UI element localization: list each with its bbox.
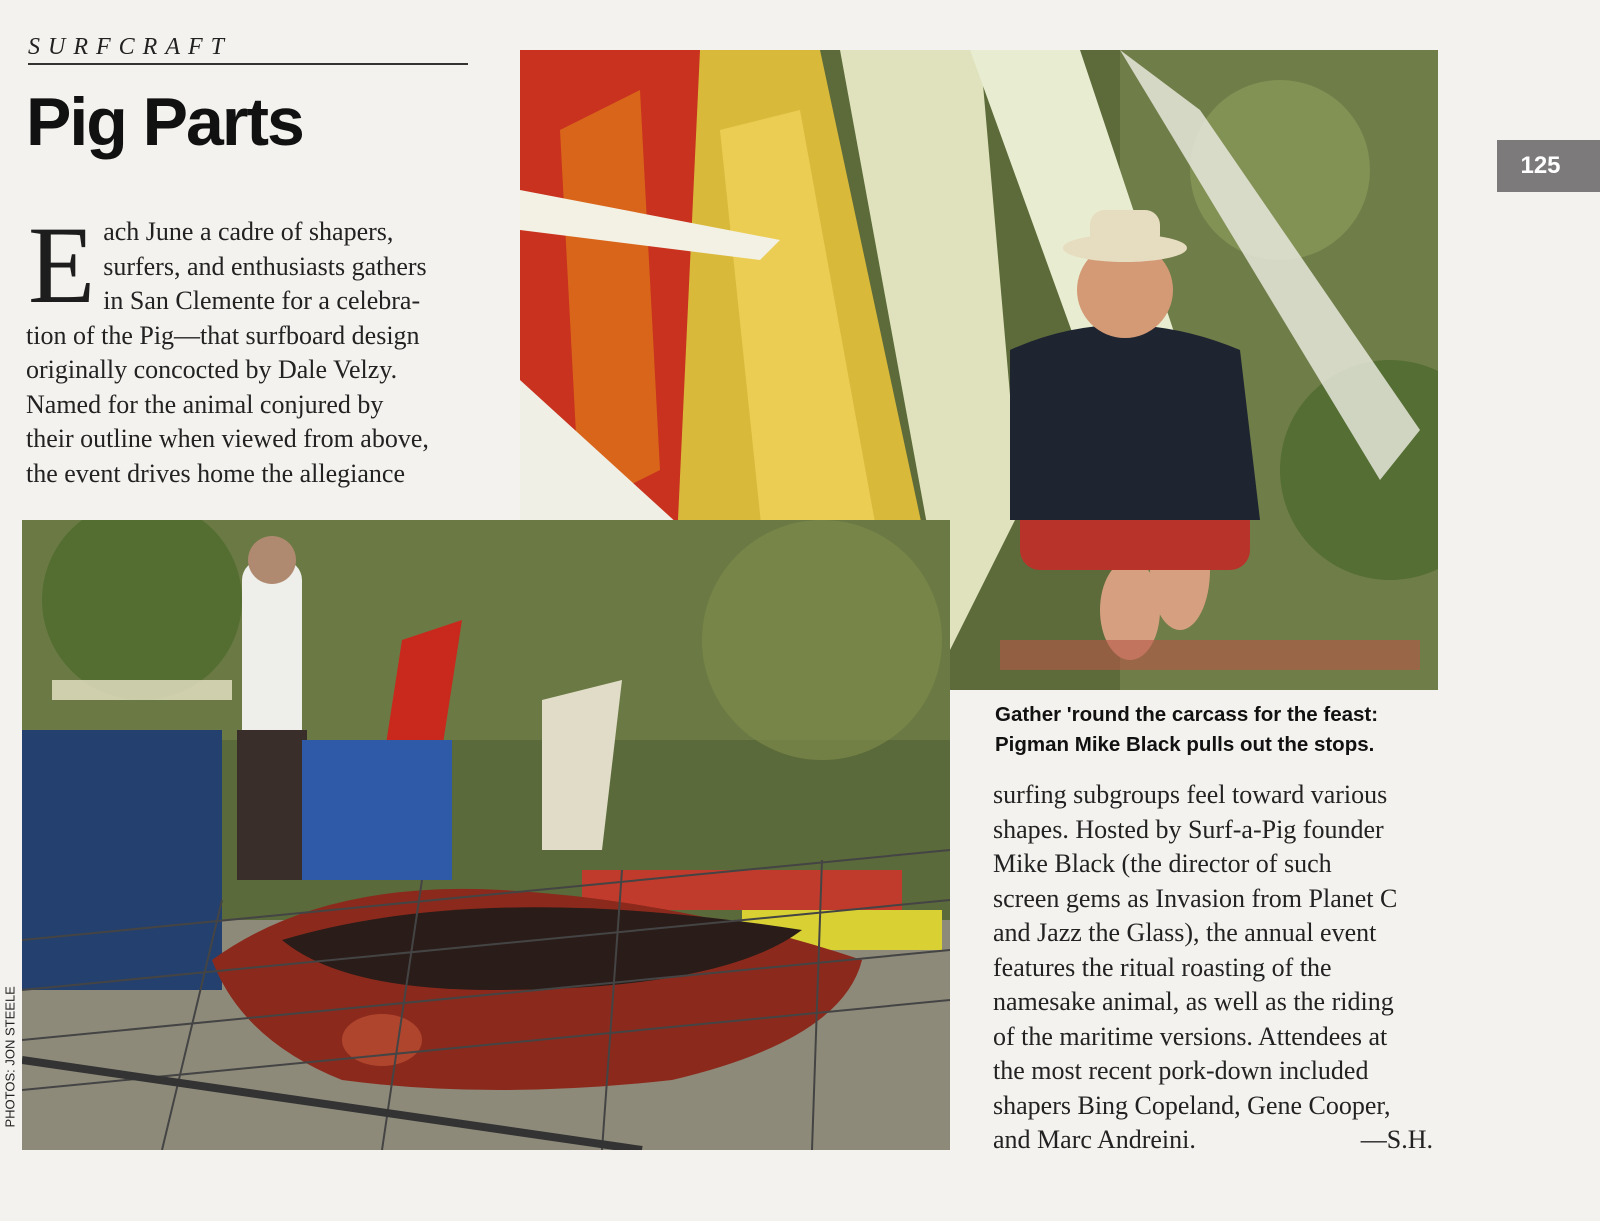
body-line: the most recent pork-down included [993, 1056, 1369, 1085]
pig-roast-photo [22, 520, 950, 1150]
body-line: and Marc Andreini. [993, 1125, 1196, 1154]
caption-line: Gather 'round the carcass for the feast: [995, 703, 1379, 726]
caption-line: Pigman Mike Black pulls out the stops. [995, 733, 1375, 756]
drop-cap: E [28, 204, 96, 326]
body-paragraph [993, 778, 1433, 1158]
intro-line: originally concocted by Dale Velzy. [26, 355, 398, 384]
page-number-tab: 125 [1497, 140, 1600, 192]
body-line-last [993, 1123, 1433, 1158]
intro-line: Named for the animal conjured by [26, 389, 384, 419]
section-label: SURFCRAFT [28, 34, 468, 65]
body-line: features the ritual roasting of the [993, 952, 1332, 982]
headline: Pig Parts [26, 84, 303, 160]
body-line: of the maritime versions. Attendees at [993, 1021, 1388, 1051]
intro-line: surfers, and enthusiasts gathers [103, 251, 427, 281]
photo-caption [995, 700, 1445, 760]
intro-line: their outline when viewed from above, [26, 424, 429, 453]
intro-line: the event drives home the allegiance [26, 458, 406, 488]
body-line: namesake animal, as well as the riding [993, 987, 1394, 1016]
photo-credit: PHOTOS: JON STEELE [2, 986, 18, 1128]
intro-line: in San Clemente for a celebra- [103, 286, 421, 315]
body-line: screen gems as Invasion from Planet C [993, 883, 1398, 913]
byline: —S.H. [1360, 1125, 1433, 1154]
body-line: shapes. Hosted by Surf-a-Pig founder [993, 814, 1384, 844]
body-line: shapers Bing Copeland, Gene Cooper, [993, 1090, 1391, 1120]
intro-line: tion of the Pig—that surfboard design [26, 320, 420, 350]
intro-paragraph [26, 204, 476, 491]
body-line: surfing subgroups feel toward various [993, 780, 1388, 809]
intro-line: ach June a cadre of shapers, [103, 217, 394, 246]
body-line: and Jazz the Glass), the annual event [993, 918, 1377, 947]
body-line: Mike Black (the director of such [993, 849, 1332, 878]
